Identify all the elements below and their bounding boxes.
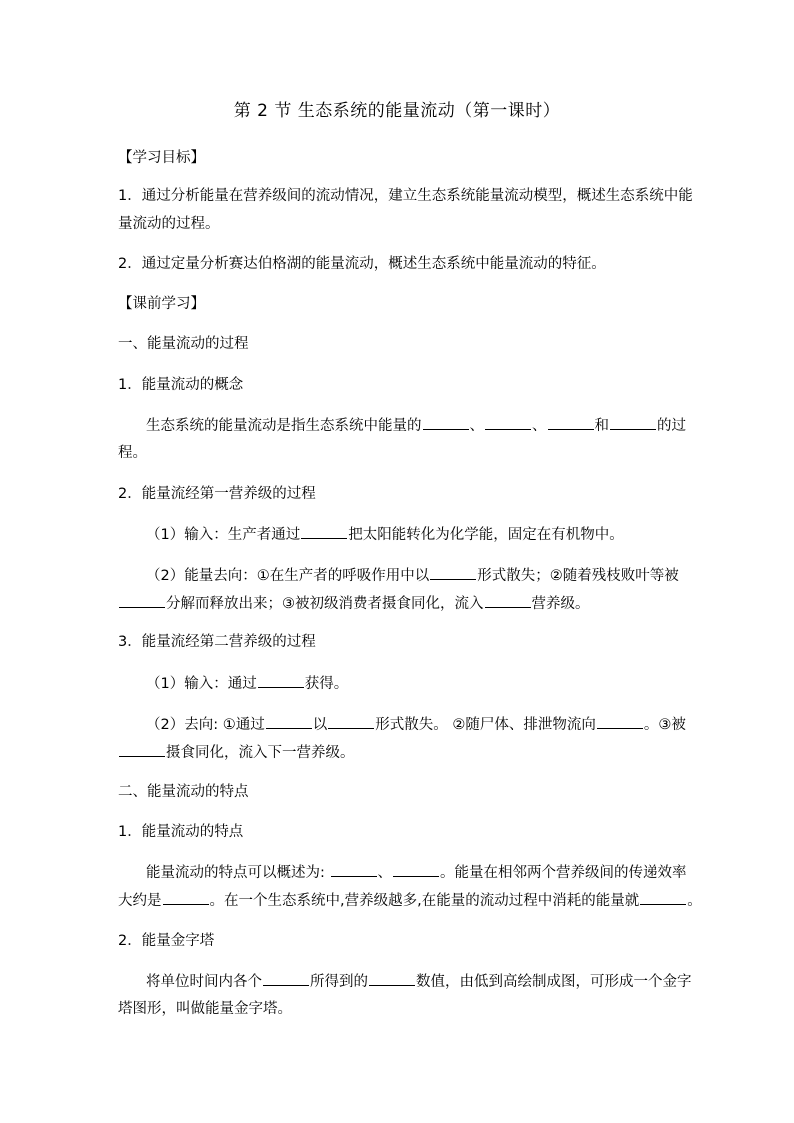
item-4-text-a: 能量流动的特点可以概述为: [146,865,330,881]
item-1-paragraph-line-2: 程。 [118,445,147,461]
fill-blank[interactable] [485,593,531,608]
fill-blank[interactable] [430,565,476,580]
objective-2: 2．通过定量分析赛达伯格湖的能量流动，概述生态系统中能量流动的特征。 [118,256,606,272]
fill-blank[interactable] [640,890,686,905]
item-1-text-b: 的过 [657,418,686,434]
item-3-sub-1 [146,673,706,694]
separator: 、 [469,418,484,434]
part-2-heading: 二、能量流动的特点 [118,784,249,800]
item-5-heading: 2．能量金字塔 [118,933,215,949]
item-2-sub-2-text-c: 分解而释放出来；③被初级消费者摄食同化，流入 [166,596,484,612]
fill-blank[interactable] [485,415,531,430]
item-2-sub-1 [146,524,706,545]
item-5-paragraph-line-2: 塔图形，叫做能量金字塔。 [118,1001,292,1017]
fill-blank[interactable] [301,524,347,539]
item-2-sub-2-text-b: 形式散失；②随着残枝败叶等被 [477,568,679,584]
item-3-sub-2-line-2 [118,742,678,763]
item-4-text-f: 。 [687,893,702,909]
item-4-text-e: 。在一个生态系统中,营养级越多,在能量的流动过程中消耗的能量就 [209,893,640,909]
fill-blank[interactable] [119,593,165,608]
item-2-heading: 2．能量流经第一营养级的过程 [118,486,316,502]
item-5-paragraph-line-1 [146,971,706,992]
fill-blank[interactable] [610,415,656,430]
fill-blank[interactable] [328,714,374,729]
item-4-text-c: 。能量在相邻两个营养级间的传递效率 [440,865,687,881]
separator: 和 [594,418,609,434]
item-2-sub-1-text-a: （1）输入：生产者通过 [146,527,301,543]
item-4-text-b: 、 [377,865,392,881]
fill-blank[interactable] [119,742,165,757]
fill-blank[interactable] [266,714,312,729]
item-2-sub-2-line-2 [118,593,678,614]
item-3-sub-2-text-c: 形式散失。 ②随尸体、排泄物流向 [375,717,596,733]
item-2-sub-2-text-a: （2）能量去向：①在生产者的呼吸作用中以 [146,568,430,584]
fill-blank[interactable] [258,673,304,688]
item-3-sub-2-line-1 [146,714,706,735]
fill-blank[interactable] [331,862,377,877]
objective-1-line-2: 量流动的过程。 [118,216,220,232]
item-4-paragraph-line-1 [146,862,706,883]
item-4-heading: 1．能量流动的特点 [118,824,244,840]
fill-blank[interactable] [393,862,439,877]
item-4-paragraph-line-2 [118,890,702,911]
item-3-sub-2-text-d: 。③被 [643,717,686,733]
item-3-sub-2-text-e: 摄食同化，流入下一营养级。 [166,745,355,761]
section-prestudy-heading: 【课前学习】 [118,296,205,312]
item-3-sub-1-text-a: （1）输入：通过 [146,676,257,692]
document-title: 第 2 节 生态系统的能量流动（第一课时） [233,101,561,121]
item-5-text-a: 将单位时间内各个 [146,974,262,990]
item-2-sub-2-text-d: 营养级。 [531,596,590,612]
item-3-sub-2-text-b: 以 [312,717,328,733]
fill-blank[interactable] [548,415,594,430]
item-3-sub-2-text-a: （2）去向: ①通过 [146,717,265,733]
item-3-sub-1-text-b: 获得。 [304,676,349,692]
item-4-text-d: 大约是 [118,893,162,909]
part-1-heading: 一、能量流动的过程 [118,336,249,352]
item-5-text-b: 所得到的 [310,974,368,990]
fill-blank[interactable] [369,971,415,986]
item-1-text-a: 生态系统的能量流动是指生态系统中能量的 [146,418,422,434]
objective-1-line-1: 1．通过分析能量在营养级间的流动情况，建立生态系统能量流动模型，概述生态系统中能 [118,188,693,204]
separator: 、 [532,418,547,434]
item-2-sub-1-text-b: 把太阳能转化为化学能，固定在有机物中。 [348,527,624,543]
fill-blank[interactable] [423,415,469,430]
fill-blank[interactable] [163,890,209,905]
fill-blank[interactable] [263,971,309,986]
section-objectives-heading: 【学习目标】 [118,150,205,166]
fill-blank[interactable] [597,714,643,729]
item-1-paragraph-line-1 [146,415,706,436]
item-2-sub-2-line-1 [146,565,706,586]
item-3-heading: 3．能量流经第二营养级的过程 [118,634,316,650]
item-5-text-c: 数值，由低到高绘制成图，可形成一个金字 [416,974,692,990]
item-1-heading: 1．能量流动的概念 [118,377,244,393]
